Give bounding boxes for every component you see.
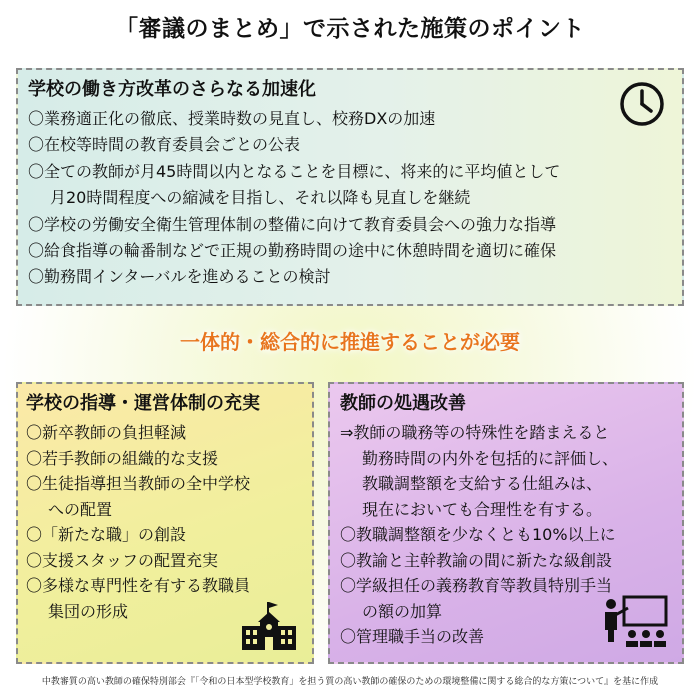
integrated-promotion-banner: 一体的・総合的に推進することが必要 bbox=[180, 330, 520, 354]
source-footnote: 中教審質の高い教師の確保特別部会『「令和の日本型学校教育」を担う質の高い教師の確保のための環境整備に関する総合的な方策について』を基に作成 bbox=[41, 677, 659, 687]
left_box-item: 〇新卒教師の負担軽減 bbox=[26, 423, 187, 442]
top_box-item: 〇学校の労働安全衛生管理体制の整備に向けて教育委員会への強力な指導 bbox=[28, 214, 557, 234]
teacher-pay-heading: 教師の処遇改善 bbox=[340, 393, 466, 414]
left_box-item: 〇生徒指導担当教師の全中学校 bbox=[26, 474, 251, 493]
left_box-item: 集団の形成 bbox=[48, 601, 129, 621]
work-reform-heading: 学校の働き方改革のさらなる加速化 bbox=[28, 79, 316, 100]
left_box-item: 〇多様な専門性を有する教職員 bbox=[26, 576, 251, 595]
left_box-item: 〇若手教師の組織的な支援 bbox=[26, 448, 219, 468]
top_box-item: 〇給食指導の輪番制などで正規の勤務時間の途中に休憩時間を適切に確保 bbox=[28, 241, 557, 261]
top_box-item: 〇全ての教師が月45時間以内となることを目標に、将来的に平均値として bbox=[28, 161, 561, 181]
clock-icon bbox=[618, 80, 666, 128]
top_box-item: 〇在校等時間の教育委員会ごとの公表 bbox=[28, 135, 301, 155]
right_box-item: 〇学級担任の義務教育等教員特別手当 bbox=[340, 576, 613, 595]
right_box-item: 〇管理職手当の改善 bbox=[340, 627, 485, 646]
work-reform-box bbox=[16, 68, 684, 306]
teacher-pay-box bbox=[328, 382, 684, 664]
right_box-item: ⇒教師の職務等の特殊性を踏まえると bbox=[340, 423, 610, 442]
left_box-item: 〇支援スタッフの配置充実 bbox=[26, 550, 219, 570]
right_box-item: 勤務時間の内外を包括的に評価し、 bbox=[362, 448, 619, 468]
right_box-item: の額の加算 bbox=[362, 601, 443, 621]
right_box-item: 現在においても合理性を有する。 bbox=[362, 499, 603, 519]
right_box-item: 〇教職調整額を少なくとも10%以上に bbox=[340, 525, 616, 544]
right_box-item: 教職調整額を支給する仕組みは、 bbox=[362, 474, 603, 493]
school-structure-list bbox=[26, 420, 304, 624]
left_box-item: 〇「新たな職」の創設 bbox=[26, 525, 187, 544]
right_box-item: 〇教諭と主幹教諭の間に新たな級創設 bbox=[340, 550, 613, 570]
school-building-icon bbox=[240, 600, 298, 652]
top_box-item: 〇勤務間インターバルを進めることの検討 bbox=[28, 267, 331, 287]
work-reform-list bbox=[28, 106, 672, 291]
top_box-item: 月20時間程度への縮減を目指し、それ以降も見直しを継続 bbox=[50, 188, 471, 208]
school-structure-box bbox=[16, 382, 314, 664]
teacher-lecture-icon bbox=[602, 594, 668, 652]
page-title: 「審議のまとめ」で示された施策のポイント bbox=[115, 16, 585, 42]
top_box-item: 〇業務適正化の徹底、授業時数の見直し、校務DXの加速 bbox=[28, 109, 436, 128]
left_box-item: への配置 bbox=[48, 499, 113, 519]
school-structure-heading: 学校の指導・運営体制の充実 bbox=[26, 393, 260, 414]
